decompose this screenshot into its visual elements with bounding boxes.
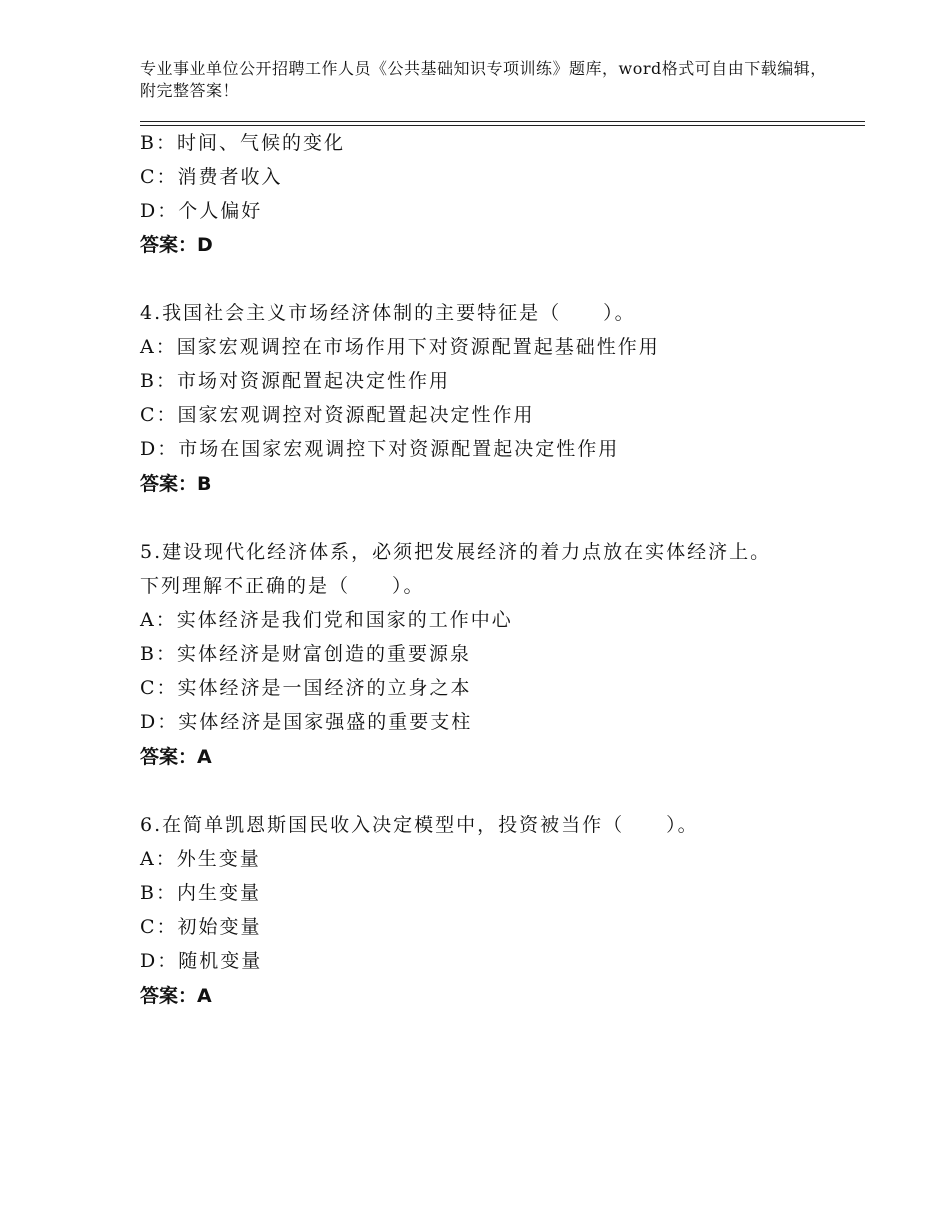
q5-option-b: B：实体经济是财富创造的重要源泉: [140, 643, 471, 665]
header-rule-top: [140, 121, 865, 122]
q4-answer: 答案：B: [140, 473, 212, 495]
q5-answer: 答案：A: [140, 746, 212, 768]
q4-option-a: A：国家宏观调控在市场作用下对资源配置起基础性作用: [140, 336, 660, 358]
q4-option-d: D：市场在国家宏观调控下对资源配置起决定性作用: [140, 438, 620, 460]
q4-option-b: B：市场对资源配置起决定性作用: [140, 370, 450, 392]
q6-option-c: C：初始变量: [140, 916, 262, 938]
q5-stem-line2: 下列理解不正确的是（ ）。: [140, 575, 425, 597]
q3-answer: 答案：D: [140, 234, 213, 256]
q6-option-a: A：外生变量: [140, 848, 261, 870]
q5-option-d: D：实体经济是国家强盛的重要支柱: [140, 711, 473, 733]
q4-option-c: C：国家宏观调控对资源配置起决定性作用: [140, 404, 535, 426]
q3-option-b: B：时间、气候的变化: [140, 132, 345, 154]
q5-stem-line1: 5.建设现代化经济体系，必须把发展经济的着力点放在实体经济上。: [140, 541, 772, 563]
q5-option-a: A：实体经济是我们党和国家的工作中心: [140, 609, 513, 631]
q3-option-d: D：个人偏好: [140, 200, 263, 222]
q6-answer: 答案：A: [140, 985, 212, 1007]
q4-stem: 4.我国社会主义市场经济体制的主要特征是（ ）。: [140, 302, 636, 324]
q5-option-c: C：实体经济是一国经济的立身之本: [140, 677, 472, 699]
q3-option-c: C：消费者收入: [140, 166, 283, 188]
q6-option-b: B：内生变量: [140, 882, 261, 904]
q6-stem: 6.在简单凯恩斯国民收入决定模型中，投资被当作（ ）。: [140, 814, 699, 836]
q6-option-d: D：随机变量: [140, 950, 263, 972]
page-header: 专业事业单位公开招聘工作人员《公共基础知识专项训练》题库，word格式可自由下载编辑，附完整答案！: [140, 59, 827, 100]
header-rule-bottom: [140, 125, 865, 126]
